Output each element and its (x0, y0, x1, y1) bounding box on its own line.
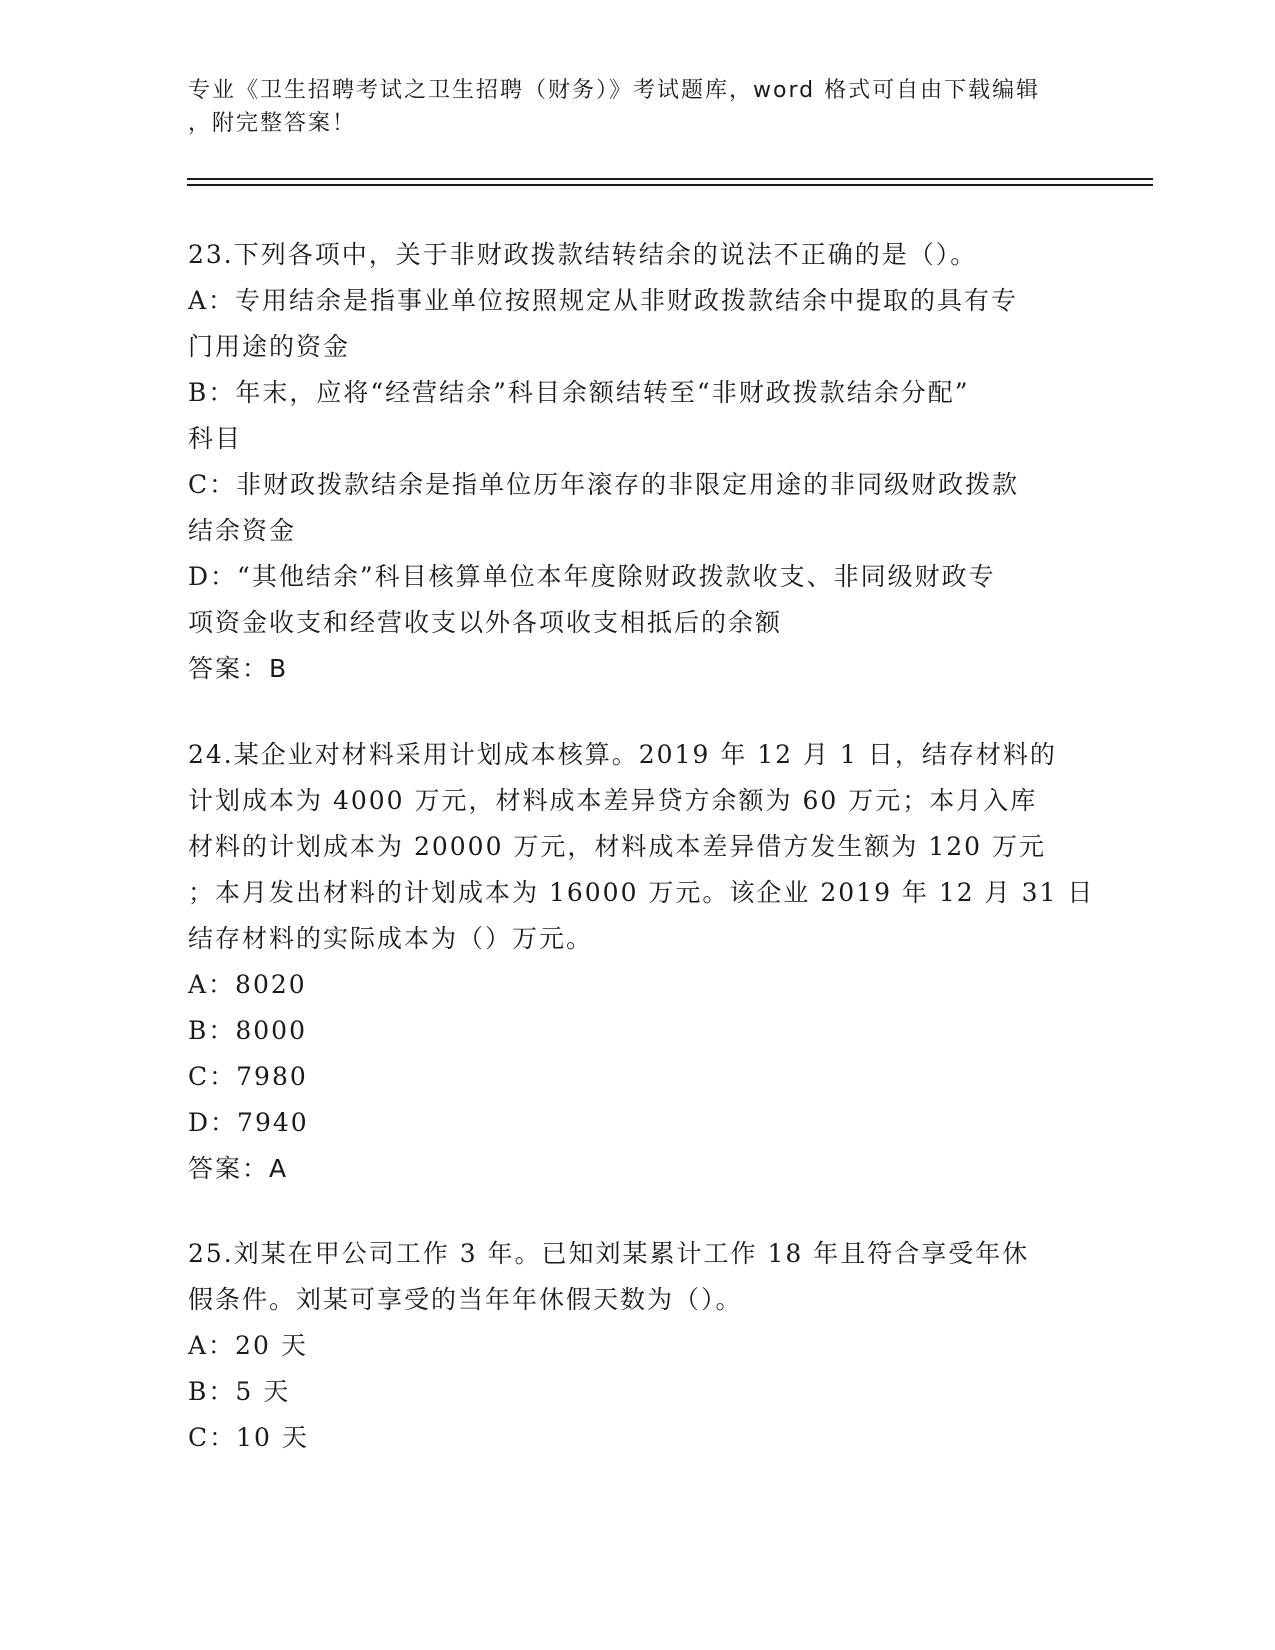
option-d-continued: 项资金收支和经营收支以外各项收支相抵后的余额 (188, 608, 783, 637)
option-a: A：20 天 (188, 1331, 308, 1360)
question-stem: 23.下列各项中，关于非财政拨款结转结余的说法不正确的是（）。 (188, 240, 978, 269)
option-c: C：10 天 (188, 1423, 309, 1452)
question-stem-continued: ；本月发出材料的计划成本为 16000 万元。该企业 2019 年 12 月 31 日 (188, 878, 1095, 907)
option-b: B：8000 (188, 1016, 307, 1045)
option-c: C：非财政拨款结余是指单位历年滚存的非限定用途的非同级财政拨款 (188, 470, 1020, 499)
option-a: A：8020 (188, 970, 307, 999)
option-c-continued: 结余资金 (188, 516, 297, 545)
option-b-continued: 科目 (188, 424, 243, 453)
answer-line: 答案：A (188, 1154, 289, 1183)
option-a-continued: 门用途的资金 (188, 332, 351, 361)
option-d: D：7940 (188, 1108, 309, 1137)
question-stem: 25.刘某在甲公司工作 3 年。已知刘某累计工作 18 年且符合享受年休 (188, 1239, 1030, 1268)
header-line-2: ，附完整答案！ (188, 111, 357, 136)
question-24 (188, 732, 1095, 1192)
option-c: C：7980 (188, 1062, 308, 1091)
question-stem-continued: 计划成本为 4000 万元，材料成本差异贷方余额为 60 万元；本月入库 (188, 786, 1038, 815)
header-divider-bottom (187, 184, 1153, 186)
question-23 (188, 232, 1088, 692)
header-divider-top (187, 178, 1153, 180)
question-stem-continued: 材料的计划成本为 20000 万元，材料成本差异借方发生额为 120 万元 (188, 832, 1047, 861)
question-stem-continued: 假条件。刘某可享受的当年年休假天数为（）。 (188, 1285, 743, 1314)
question-25 (188, 1231, 1088, 1461)
option-d: D：“其他结余”科目核算单位本年度除财政拨款收支、非同级财政专 (188, 562, 996, 591)
answer-line: 答案：B (188, 654, 289, 683)
header-line-1: 专业《卫生招聘考试之卫生招聘（财务）》考试题库，word 格式可自由下载编辑 (188, 78, 1041, 103)
document-header (188, 74, 1088, 140)
question-stem-continued: 结存材料的实际成本为（）万元。 (188, 924, 594, 953)
option-b: B：年末，应将“经营结余”科目余额结转至“非财政拨款结余分配” (188, 378, 970, 407)
option-a: A：专用结余是指事业单位按照规定从非财政拨款结余中提取的具有专 (188, 286, 1019, 315)
option-b: B：5 天 (188, 1377, 291, 1406)
question-stem: 24.某企业对材料采用计划成本核算。2019 年 12 月 1 日，结存材料的 (188, 740, 1057, 769)
